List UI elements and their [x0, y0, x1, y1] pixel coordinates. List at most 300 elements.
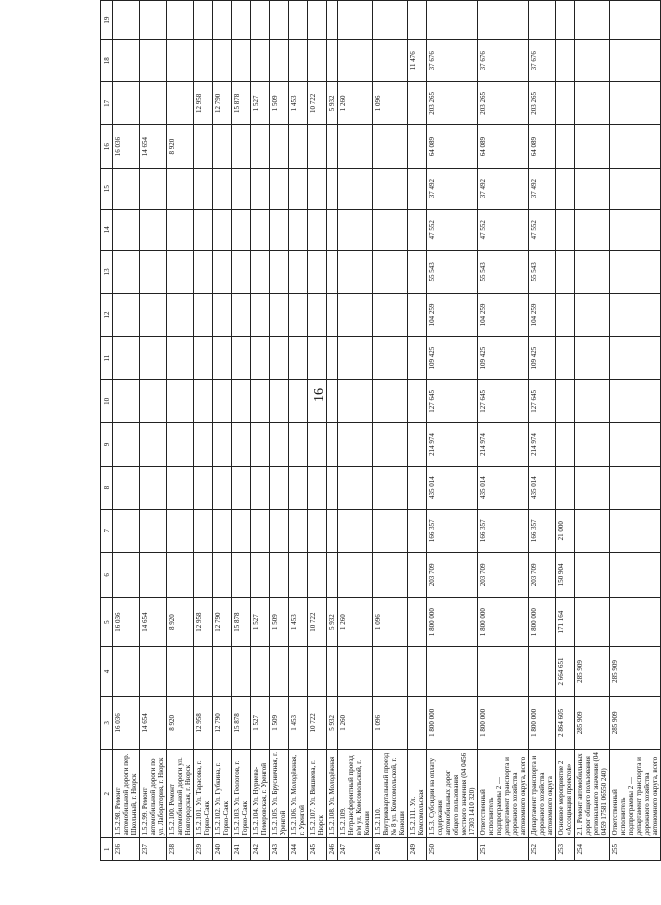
amount-cell [232, 168, 251, 209]
amount-cell [289, 209, 308, 250]
amount-cell: 214 974 [427, 423, 478, 466]
amount-cell: 1 800 000 [478, 598, 529, 647]
column-number: 14 [101, 209, 113, 250]
amount-cell [427, 647, 478, 696]
column-number: 3 [101, 696, 113, 749]
amount-cell: 12 958 [194, 696, 213, 749]
amount-cell [327, 647, 338, 696]
amount-cell [529, 1, 556, 40]
amount-cell: 127 645 [478, 380, 529, 423]
amount-cell [610, 82, 661, 125]
amount-cell: 10 722 [308, 82, 327, 125]
item-name: 1.5.2.108. Ул. Молодёжная [327, 750, 338, 838]
amount-cell: 1 800 000 [529, 598, 556, 647]
amount-cell [338, 250, 373, 293]
amount-cell [167, 293, 194, 336]
amount-cell [478, 647, 529, 696]
amount-cell [338, 380, 373, 423]
amount-cell [113, 250, 140, 293]
amount-cell [373, 509, 408, 552]
amount-cell [408, 466, 427, 509]
amount-cell [289, 552, 308, 597]
column-number: 5 [101, 598, 113, 647]
amount-cell [575, 125, 610, 168]
amount-cell [289, 466, 308, 509]
amount-cell [327, 552, 338, 597]
row-number: 251 [478, 838, 529, 861]
amount-cell [327, 466, 338, 509]
amount-cell [373, 337, 408, 380]
amount-cell [408, 380, 427, 423]
amount-cell [213, 168, 232, 209]
amount-cell [373, 423, 408, 466]
amount-cell [610, 466, 661, 509]
table-row [575, 1, 610, 861]
amount-cell: 1 260 [338, 82, 373, 125]
amount-cell [575, 509, 610, 552]
amount-cell [194, 423, 213, 466]
amount-cell [610, 125, 661, 168]
amount-cell: 10 722 [308, 598, 327, 647]
amount-cell [194, 250, 213, 293]
amount-cell: 47 552 [529, 209, 556, 250]
amount-cell [232, 1, 251, 40]
row-number: 240 [213, 838, 232, 861]
amount-cell [308, 293, 327, 336]
amount-cell [251, 293, 270, 336]
row-number: 242 [251, 838, 270, 861]
amount-cell [251, 423, 270, 466]
amount-cell [338, 423, 373, 466]
amount-cell [113, 466, 140, 509]
amount-cell: 37 492 [427, 168, 478, 209]
amount-cell: 203 265 [478, 82, 529, 125]
column-number: 8 [101, 466, 113, 509]
amount-cell [113, 647, 140, 696]
amount-cell: 8 920 [167, 696, 194, 749]
amount-cell [140, 423, 167, 466]
amount-cell [167, 40, 194, 82]
amount-cell [289, 168, 308, 209]
amount-cell [140, 1, 167, 40]
amount-cell [327, 423, 338, 466]
amount-cell: 203 265 [529, 82, 556, 125]
amount-cell: 285 909 [610, 696, 661, 749]
amount-cell [167, 647, 194, 696]
amount-cell [610, 250, 661, 293]
row-number: 239 [194, 838, 213, 861]
amount-cell [373, 40, 408, 82]
amount-cell: 37 676 [529, 40, 556, 82]
amount-cell [575, 40, 610, 82]
amount-cell [113, 209, 140, 250]
amount-cell: 12 958 [194, 598, 213, 647]
table-row [373, 1, 408, 861]
amount-cell [270, 40, 289, 82]
amount-cell [251, 552, 270, 597]
amount-cell [338, 168, 373, 209]
budget-table [100, 0, 661, 861]
amount-cell: 2 664 651 [556, 647, 575, 696]
amount-cell [610, 598, 661, 647]
amount-cell [213, 40, 232, 82]
amount-cell [373, 552, 408, 597]
amount-cell [575, 598, 610, 647]
amount-cell [338, 293, 373, 336]
amount-cell [289, 1, 308, 40]
table-row [408, 1, 427, 861]
column-number: 1 [101, 838, 113, 861]
amount-cell: 166 357 [427, 509, 478, 552]
amount-cell [167, 423, 194, 466]
amount-cell [140, 552, 167, 597]
amount-cell [338, 509, 373, 552]
amount-cell [113, 423, 140, 466]
column-number: 16 [101, 125, 113, 168]
amount-cell [289, 647, 308, 696]
item-name: 1.5.2.111. Ул. Комсомольская [408, 750, 427, 838]
amount-cell: 64 089 [529, 125, 556, 168]
amount-cell: 37 492 [478, 168, 529, 209]
amount-cell: 203 709 [427, 552, 478, 597]
amount-cell: 37 676 [427, 40, 478, 82]
amount-cell [113, 552, 140, 597]
amount-cell [140, 466, 167, 509]
amount-cell [408, 552, 427, 597]
amount-cell: 37 492 [529, 168, 556, 209]
amount-cell [232, 466, 251, 509]
amount-cell [327, 380, 338, 423]
amount-cell [213, 125, 232, 168]
amount-cell: 1 453 [289, 82, 308, 125]
amount-cell [213, 509, 232, 552]
amount-cell [338, 40, 373, 82]
amount-cell [140, 293, 167, 336]
amount-cell: 12 790 [213, 598, 232, 647]
amount-cell [308, 466, 327, 509]
amount-cell [408, 293, 427, 336]
amount-cell: 64 089 [427, 125, 478, 168]
amount-cell [289, 380, 308, 423]
amount-cell [251, 337, 270, 380]
item-name: 1.5.2.109. Нетрансферентный проезд в/м ул. Комсомольской, г. Коноши [338, 750, 373, 838]
amount-cell: 64 089 [478, 125, 529, 168]
item-name: 1.5.3. Субсидии на оплату содержания автомобильных дорог общего пользования местного значения (04 0456 17303 1410 320) [427, 750, 478, 838]
amount-cell [478, 1, 529, 40]
amount-cell [167, 250, 194, 293]
amount-cell [251, 1, 270, 40]
column-number: 2 [101, 750, 113, 838]
item-name: 1.5.2.98. Ремонт автомобильной дороги пер. Школьный, г. Нюрск [113, 750, 140, 838]
amount-cell [556, 1, 575, 40]
amount-cell: 1 800 000 [427, 598, 478, 647]
amount-cell: 109 425 [529, 337, 556, 380]
amount-cell: 12 958 [194, 82, 213, 125]
amount-cell [113, 293, 140, 336]
amount-cell: 203 709 [529, 552, 556, 597]
amount-cell [167, 168, 194, 209]
amount-cell [308, 40, 327, 82]
column-number: 6 [101, 552, 113, 597]
amount-cell [194, 209, 213, 250]
amount-cell [251, 647, 270, 696]
amount-cell [556, 466, 575, 509]
amount-cell [373, 125, 408, 168]
item-name: 1.5.2.104. Ул. Нуриева-Пемеровская, г. Уренгой [251, 750, 270, 838]
amount-cell [167, 337, 194, 380]
amount-cell [556, 423, 575, 466]
row-number: 238 [167, 838, 194, 861]
amount-cell: 1 453 [289, 598, 308, 647]
amount-cell [270, 509, 289, 552]
amount-cell: 127 645 [529, 380, 556, 423]
column-number: 15 [101, 168, 113, 209]
row-number: 253 [556, 838, 575, 861]
amount-cell [556, 40, 575, 82]
amount-cell [575, 380, 610, 423]
amount-cell [167, 552, 194, 597]
amount-cell [213, 1, 232, 40]
table-row [140, 1, 167, 861]
amount-cell [556, 293, 575, 336]
amount-cell [308, 125, 327, 168]
amount-cell [308, 552, 327, 597]
amount-cell [308, 209, 327, 250]
column-number: 4 [101, 647, 113, 696]
amount-cell [167, 509, 194, 552]
row-number: 248 [373, 838, 408, 861]
amount-cell: 203 709 [478, 552, 529, 597]
amount-cell: 14 654 [140, 696, 167, 749]
amount-cell: 1 527 [251, 82, 270, 125]
amount-cell [373, 293, 408, 336]
amount-cell: 1 800 000 [427, 696, 478, 749]
amount-cell [556, 380, 575, 423]
amount-cell [194, 466, 213, 509]
amount-cell [194, 125, 213, 168]
amount-cell: 5 932 [327, 598, 338, 647]
amount-cell [213, 337, 232, 380]
amount-cell [167, 82, 194, 125]
amount-cell [289, 293, 308, 336]
amount-cell [575, 423, 610, 466]
amount-cell [194, 40, 213, 82]
column-number: 11 [101, 337, 113, 380]
amount-cell [575, 250, 610, 293]
item-name: Ответственный исполнитель подпрограммы 2 — департамент транспорта и дорожного хозяйства автономного округа, всего [478, 750, 529, 838]
table-body [101, 1, 661, 861]
amount-cell [338, 209, 373, 250]
amount-cell: 1 527 [251, 598, 270, 647]
amount-cell [232, 647, 251, 696]
amount-cell [327, 40, 338, 82]
amount-cell [140, 647, 167, 696]
item-name: Ответственный исполнитель подпрограммы 2 — департамент транспорта и дорожного хозяйства автономного округа, всего [610, 750, 661, 838]
amount-cell: 15 878 [232, 82, 251, 125]
table-row [213, 1, 232, 861]
amount-cell [213, 209, 232, 250]
amount-cell [289, 423, 308, 466]
amount-cell: 171 164 [556, 598, 575, 647]
amount-cell [213, 552, 232, 597]
amount-cell: 2 864 605 [556, 696, 575, 749]
table-row [270, 1, 289, 861]
amount-cell: 14 654 [140, 598, 167, 647]
amount-cell [338, 552, 373, 597]
item-name: 1.5.2.100. Ремонт автомобильной дороги ул. Новгородская, г. Нюрск [167, 750, 194, 838]
column-number: 7 [101, 509, 113, 552]
amount-cell [289, 125, 308, 168]
amount-cell [338, 647, 373, 696]
amount-cell [575, 466, 610, 509]
amount-cell [194, 293, 213, 336]
row-number: 245 [308, 838, 327, 861]
amount-cell [113, 337, 140, 380]
amount-cell [408, 647, 427, 696]
amount-cell [575, 293, 610, 336]
amount-cell [327, 209, 338, 250]
amount-cell: 12 790 [213, 82, 232, 125]
amount-cell: 166 357 [478, 509, 529, 552]
column-number: 19 [101, 1, 113, 40]
amount-cell: 1 260 [338, 598, 373, 647]
amount-cell: 21 000 [556, 509, 575, 552]
amount-cell: 285 909 [575, 647, 610, 696]
amount-cell [575, 209, 610, 250]
amount-cell [251, 40, 270, 82]
amount-cell [338, 125, 373, 168]
amount-cell [194, 1, 213, 40]
amount-cell [213, 423, 232, 466]
row-number: 237 [140, 838, 167, 861]
amount-cell: 1 096 [373, 696, 408, 749]
amount-cell: 47 552 [478, 209, 529, 250]
amount-cell [529, 647, 556, 696]
amount-cell: 285 909 [610, 647, 661, 696]
amount-cell [308, 168, 327, 209]
row-number: 236 [113, 838, 140, 861]
amount-cell: 203 265 [427, 82, 478, 125]
amount-cell [232, 209, 251, 250]
amount-cell [270, 337, 289, 380]
amount-cell: 109 425 [427, 337, 478, 380]
amount-cell [232, 40, 251, 82]
amount-cell [575, 82, 610, 125]
amount-cell: 16 036 [113, 125, 140, 168]
amount-cell [575, 1, 610, 40]
row-number: 255 [610, 838, 661, 861]
amount-cell [327, 1, 338, 40]
amount-cell [556, 209, 575, 250]
amount-cell [427, 1, 478, 40]
row-number: 252 [529, 838, 556, 861]
table-row [556, 1, 575, 861]
amount-cell [610, 1, 661, 40]
column-number: 17 [101, 82, 113, 125]
amount-cell [610, 168, 661, 209]
table-row [289, 1, 308, 861]
amount-cell [232, 125, 251, 168]
amount-cell: 109 425 [478, 337, 529, 380]
amount-cell [338, 337, 373, 380]
amount-cell [338, 466, 373, 509]
amount-cell: 10 722 [308, 696, 327, 749]
amount-cell [289, 509, 308, 552]
amount-cell [610, 509, 661, 552]
amount-cell [213, 293, 232, 336]
amount-cell: 127 645 [427, 380, 478, 423]
amount-cell [140, 168, 167, 209]
amount-cell: 37 676 [478, 40, 529, 82]
amount-cell [373, 209, 408, 250]
amount-cell [373, 1, 408, 40]
table-row [194, 1, 213, 861]
amount-cell: 1 509 [270, 598, 289, 647]
amount-cell [194, 168, 213, 209]
amount-cell [408, 168, 427, 209]
amount-cell: 435 014 [478, 466, 529, 509]
amount-cell: 55 543 [529, 250, 556, 293]
amount-cell [373, 466, 408, 509]
amount-cell [194, 647, 213, 696]
amount-cell: 285 909 [575, 696, 610, 749]
amount-cell [408, 209, 427, 250]
amount-cell [140, 82, 167, 125]
amount-cell [270, 293, 289, 336]
amount-cell [575, 168, 610, 209]
amount-cell: 8 920 [167, 125, 194, 168]
amount-cell [251, 466, 270, 509]
row-number: 246 [327, 838, 338, 861]
amount-cell [140, 250, 167, 293]
item-name: 1.5.2.106. Ул. Молодёжная, г. Уренгой [289, 750, 308, 838]
amount-cell: 104 259 [529, 293, 556, 336]
amount-cell: 11 476 [408, 40, 427, 82]
amount-cell [113, 380, 140, 423]
amount-cell [327, 250, 338, 293]
item-name: Основное мероприятие 2 «Ассоциация проектов» [556, 750, 575, 838]
amount-cell: 15 878 [232, 598, 251, 647]
amount-cell: 1 509 [270, 82, 289, 125]
amount-cell [556, 337, 575, 380]
item-name: 1.5.2.107. Ул. Вишнева, г. Нюрск [308, 750, 327, 838]
amount-cell [308, 423, 327, 466]
amount-cell: 1 800 000 [478, 696, 529, 749]
amount-cell [232, 552, 251, 597]
row-number: 241 [232, 838, 251, 861]
amount-cell [575, 337, 610, 380]
amount-cell [270, 250, 289, 293]
amount-cell: 47 552 [427, 209, 478, 250]
item-name: 1.5.2.110. Внутриквартальный проезд № 8 ул. Комсомольской, г. Коноши [373, 750, 408, 838]
amount-cell [610, 552, 661, 597]
amount-cell: 435 014 [529, 466, 556, 509]
amount-cell [251, 250, 270, 293]
amount-cell: 104 259 [427, 293, 478, 336]
amount-cell [270, 125, 289, 168]
amount-cell [113, 168, 140, 209]
amount-cell [575, 552, 610, 597]
amount-cell [373, 380, 408, 423]
amount-cell [270, 380, 289, 423]
amount-cell [327, 509, 338, 552]
table-row [308, 1, 327, 861]
amount-cell [327, 125, 338, 168]
amount-cell: 55 543 [427, 250, 478, 293]
item-name: 1.5.2.101. Ул. Тарасова, г. Горно-Саяк [194, 750, 213, 838]
table-row [232, 1, 251, 861]
amount-cell [408, 337, 427, 380]
